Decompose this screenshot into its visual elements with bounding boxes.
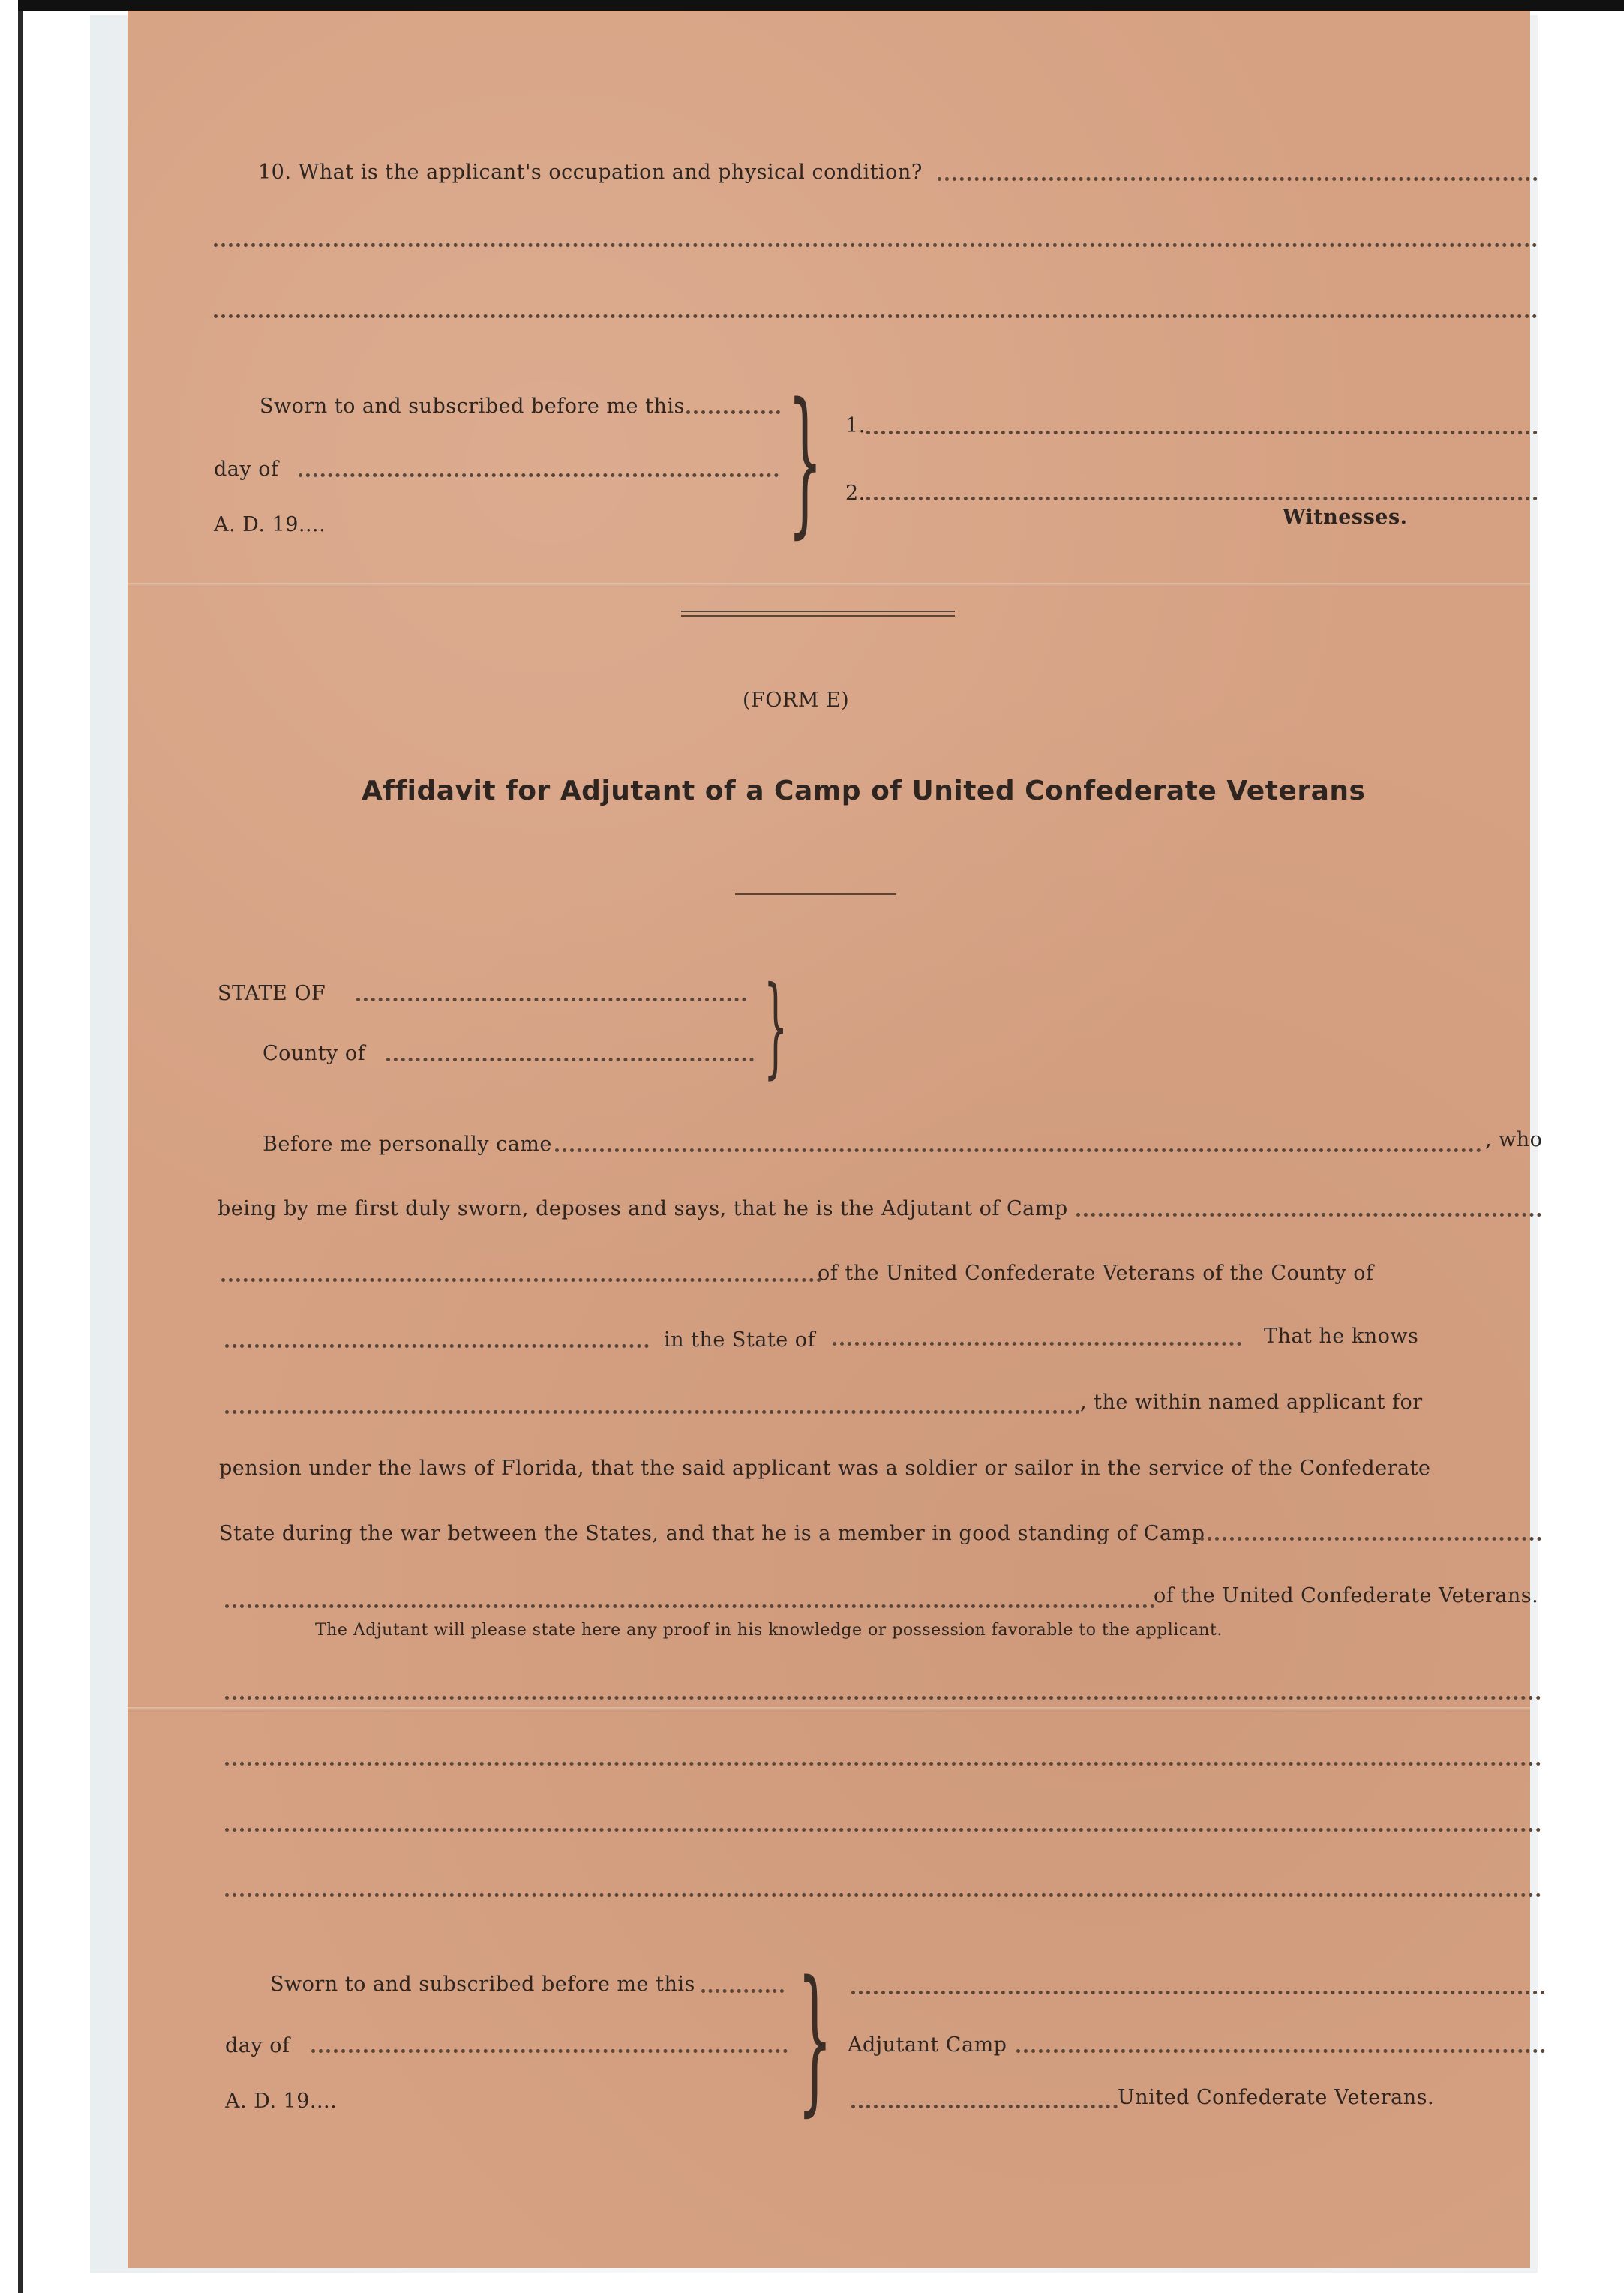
adjutant-note: The Adjutant will please state here any proof in his knowledge or possession favorable to the applicant. xyxy=(315,1621,1223,1640)
camp-line xyxy=(1076,1213,1541,1217)
ad-year: A. D. 19.... xyxy=(225,2090,338,2113)
state-line xyxy=(356,998,746,1001)
separator-double xyxy=(681,615,955,617)
body-line-4: in the State of xyxy=(664,1328,816,1352)
body-line-2: being by me first duly sworn, deposes and says, that he is the Adjutant of Camp xyxy=(218,1197,1068,1220)
camp-line xyxy=(221,1278,821,1282)
scan-top-edge xyxy=(18,0,1624,11)
witness-1-label: 1. xyxy=(845,414,866,437)
proof-line xyxy=(225,1828,1541,1832)
blank-line xyxy=(299,473,779,477)
fold-line xyxy=(128,1707,1530,1712)
brace: } xyxy=(788,369,823,553)
witness-1-line xyxy=(866,431,1538,434)
answer-line xyxy=(938,177,1538,181)
applicant-line xyxy=(225,1410,1080,1414)
separator-double xyxy=(681,611,955,612)
fold-line xyxy=(128,583,1530,587)
body-line-5: , the within named applicant for xyxy=(1080,1391,1423,1414)
body-line-6: pension under the laws of Florida, that the said applicant was a soldier or sailor in the service of the Confederate xyxy=(219,1457,1431,1480)
signature-line xyxy=(851,1991,1545,1994)
camp-line xyxy=(1016,2049,1545,2053)
state-of-label: STATE OF xyxy=(218,982,326,1005)
camp-line xyxy=(225,1604,1155,1608)
question-10: 10. What is the applicant's occupation and physical condition? xyxy=(258,161,923,184)
ucv-label: United Confederate Veterans. xyxy=(1118,2086,1435,2109)
blank-line xyxy=(686,410,780,414)
body-line-3: of the United Confederate Veterans of the County of xyxy=(818,1262,1374,1285)
day-of-label: day of xyxy=(214,458,279,481)
sworn-text: Sworn to and subscribed before me this xyxy=(270,1973,695,1996)
proof-line xyxy=(225,1696,1541,1700)
body-line-4-end: That he knows xyxy=(1264,1325,1419,1348)
form-title: Affidavit for Adjutant of a Camp of United Confederate Veterans xyxy=(362,776,1366,806)
ad-year: A. D. 19.... xyxy=(214,513,326,536)
answer-line xyxy=(214,314,1538,318)
day-of-label: day of xyxy=(225,2034,290,2057)
brace: } xyxy=(797,1947,833,2131)
sworn-text: Sworn to and subscribed before me this xyxy=(260,395,685,418)
body-line-1-end: , who xyxy=(1485,1128,1543,1151)
document-page xyxy=(128,11,1543,2268)
body-line-8: of the United Confederate Veterans. xyxy=(1154,1584,1539,1607)
blank-line xyxy=(701,1989,784,1993)
blank-line xyxy=(311,2049,788,2053)
body-line-1: Before me personally came xyxy=(263,1133,552,1156)
proof-line xyxy=(225,1893,1541,1897)
camp-number-line xyxy=(851,2105,1118,2108)
witnesses-label: Witnesses. xyxy=(1283,506,1408,529)
proof-line xyxy=(225,1762,1541,1766)
witness-2-line xyxy=(866,497,1538,500)
county-line xyxy=(386,1058,754,1061)
county-line xyxy=(225,1344,649,1348)
state-line xyxy=(833,1342,1241,1346)
witness-2-label: 2. xyxy=(845,482,866,505)
body-line-7: State during the war between the States, and that he is a member in good standing of Camp xyxy=(219,1522,1205,1545)
county-of-label: County of xyxy=(263,1042,366,1065)
camp-line xyxy=(1193,1537,1541,1541)
name-line xyxy=(555,1148,1481,1152)
answer-line xyxy=(214,243,1538,247)
brace: } xyxy=(764,963,788,1090)
short-rule xyxy=(735,893,896,895)
scan-border xyxy=(0,0,23,2293)
form-label: (FORM E) xyxy=(743,689,850,712)
adjutant-camp-label: Adjutant Camp xyxy=(848,2033,1007,2057)
